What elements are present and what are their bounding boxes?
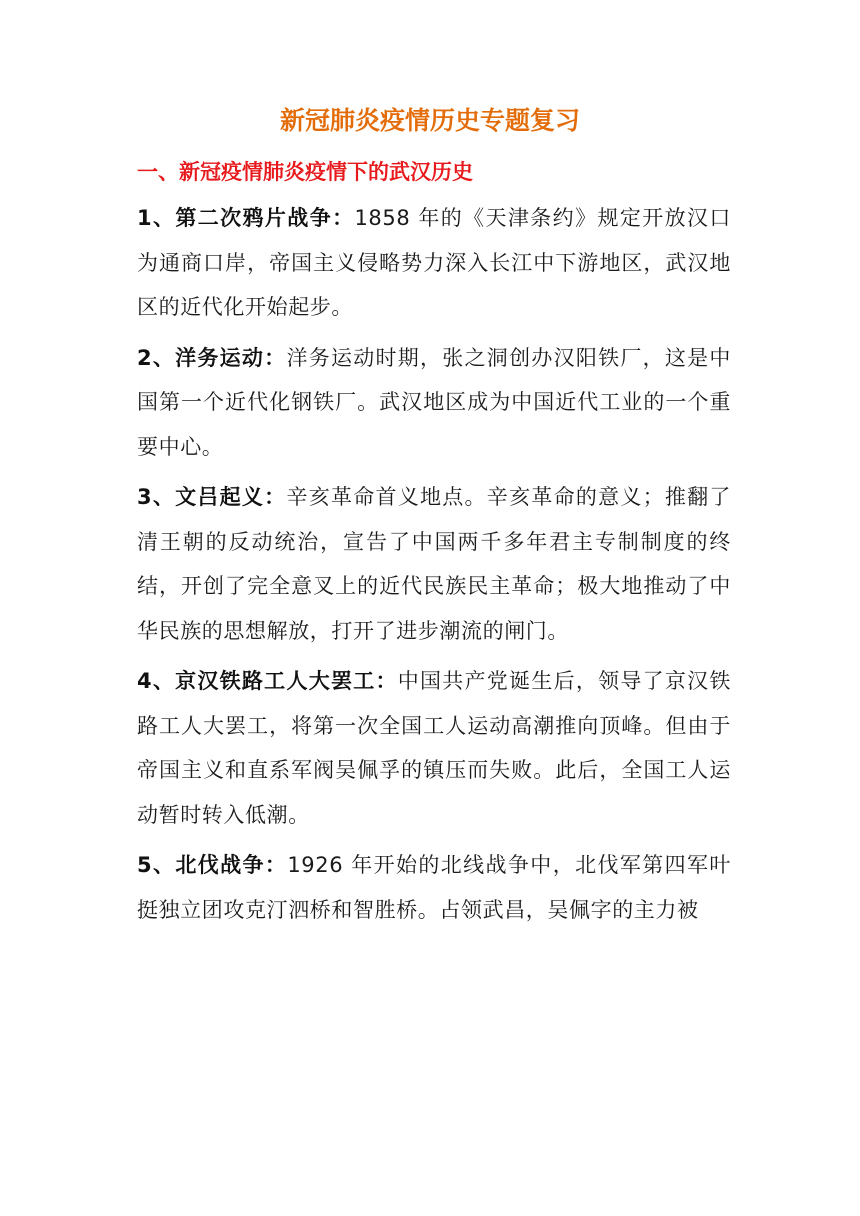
paragraph-lead: 3、文吕起义： bbox=[137, 485, 287, 509]
paragraph-wuchang-uprising bbox=[137, 475, 731, 653]
paragraph-lead: 4、京汉铁路工人大罢工： bbox=[137, 669, 398, 693]
paragraph-text: 辛亥革命首义地点。辛亥革命的意义；推翻了清王朝的反动统治，宣告了中国两千多年君主专制制度的终结，开创了完全意叉上的近代民族民主革命；极大地推动了中华民族的思想解放，打开了进步潮流的闸门。 bbox=[137, 485, 732, 643]
paragraph-northern-expedition bbox=[137, 843, 731, 932]
paragraph-text: 中国共产党诞生后，领导了京汉铁路工人大罢工，将第一次全国工人运动高潮推向顶峰。但由于帝国主义和直系军阀吴佩孚的镇压而失败。此后，全国工人运动暂时转入低潮。 bbox=[137, 669, 732, 827]
paragraph-text: 1858 年的《天津条约》规定开放汉口为通商口岸，帝国主义侵略势力深入长江中下游地区，武汉地区的近代化开始起步。 bbox=[137, 206, 731, 319]
document-title: 新冠肺炎疫情历史专题复习 bbox=[279, 106, 580, 135]
document-body bbox=[137, 196, 731, 938]
paragraph-lead: 1、第二次鸦片战争： bbox=[137, 206, 355, 230]
paragraph-westernization-movement bbox=[137, 336, 731, 470]
paragraph-opium-war bbox=[137, 196, 731, 330]
paragraph-text: 洋务运动时期，张之洞创办汉阳铁厂，这是中国第一个近代化钢铁厂。武汉地区成为中国近代工业的一个重要中心。 bbox=[137, 345, 732, 459]
paragraph-text: 1926 年开始的北线战争中，北伐军第四军叶挺独立团攻克汀泗桥和智胜桥。占领武昌，吴佩字的主力被 bbox=[137, 853, 731, 922]
paragraph-lead: 2、洋务运动： bbox=[137, 345, 287, 370]
paragraph-lead: 5、北伐战争： bbox=[137, 853, 288, 877]
section-heading: 一、新冠疫情肺炎疫情下的武汉历史 bbox=[137, 160, 473, 184]
paragraph-railway-strike bbox=[137, 659, 731, 837]
